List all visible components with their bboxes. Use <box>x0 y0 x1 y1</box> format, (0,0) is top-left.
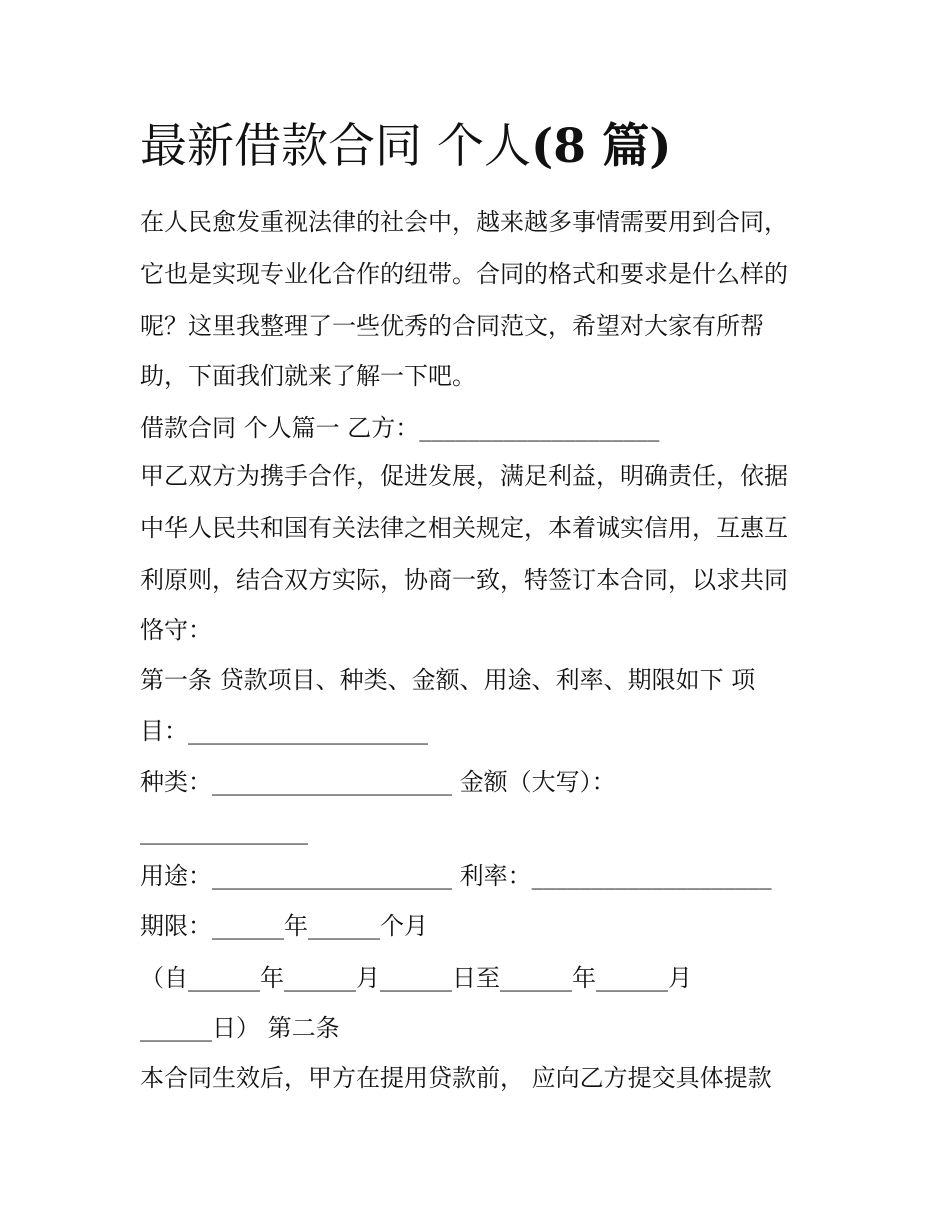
intro-line-4: 助，下面我们就来了解一下吧。 <box>140 362 476 390</box>
purpose-rate-line: 用途：____________________ 利率：____________________ <box>140 862 772 890</box>
preamble-line-3: 利原则，结合双方实际，协商一致，特签订本合同，以求共同 <box>140 566 788 594</box>
date-range-line: （自______年______月______日至______年______月 <box>140 964 692 992</box>
article-two-body-line: 本合同生效后，甲方在提用贷款前， 应向乙方提交具体提款 <box>140 1064 772 1092</box>
intro-line-2: 它也是实现专业化合作的纽带。合同的格式和要求是什么样的 <box>140 260 788 288</box>
title-main: 最新借款合同 个人 <box>140 119 531 174</box>
article-two-line: ______日） 第二条 <box>140 1014 340 1042</box>
title-count: (8 篇) <box>530 119 672 174</box>
type-amount-line: 种类：____________________ 金额（大写）： <box>140 768 616 796</box>
amount-blank-line: ______________ <box>140 817 308 845</box>
article-one-line: 第一条 贷款项目、种类、金额、用途、利率、期限如下 项 <box>140 666 756 694</box>
preamble-line-4: 恪守： <box>140 616 212 644</box>
document-title <box>140 112 672 182</box>
intro-line-3: 呢？这里我整理了一些优秀的合同范文，希望对大家有所帮 <box>140 312 764 340</box>
intro-line-1: 在人民愈发重视法律的社会中，越来越多事情需要用到合同， <box>140 208 788 236</box>
section-heading-line: 借款合同 个人篇一 乙方：____________________ <box>140 414 660 442</box>
preamble-line-1: 甲乙双方为携手合作，促进发展，满足利益，明确责任，依据 <box>140 462 788 490</box>
term-line: 期限：______年______个月 <box>140 912 428 940</box>
project-field-line: 目：____________________ <box>140 717 428 745</box>
preamble-line-2: 中华人民共和国有关法律之相关规定，本着诚实信用，互惠互 <box>140 514 788 542</box>
